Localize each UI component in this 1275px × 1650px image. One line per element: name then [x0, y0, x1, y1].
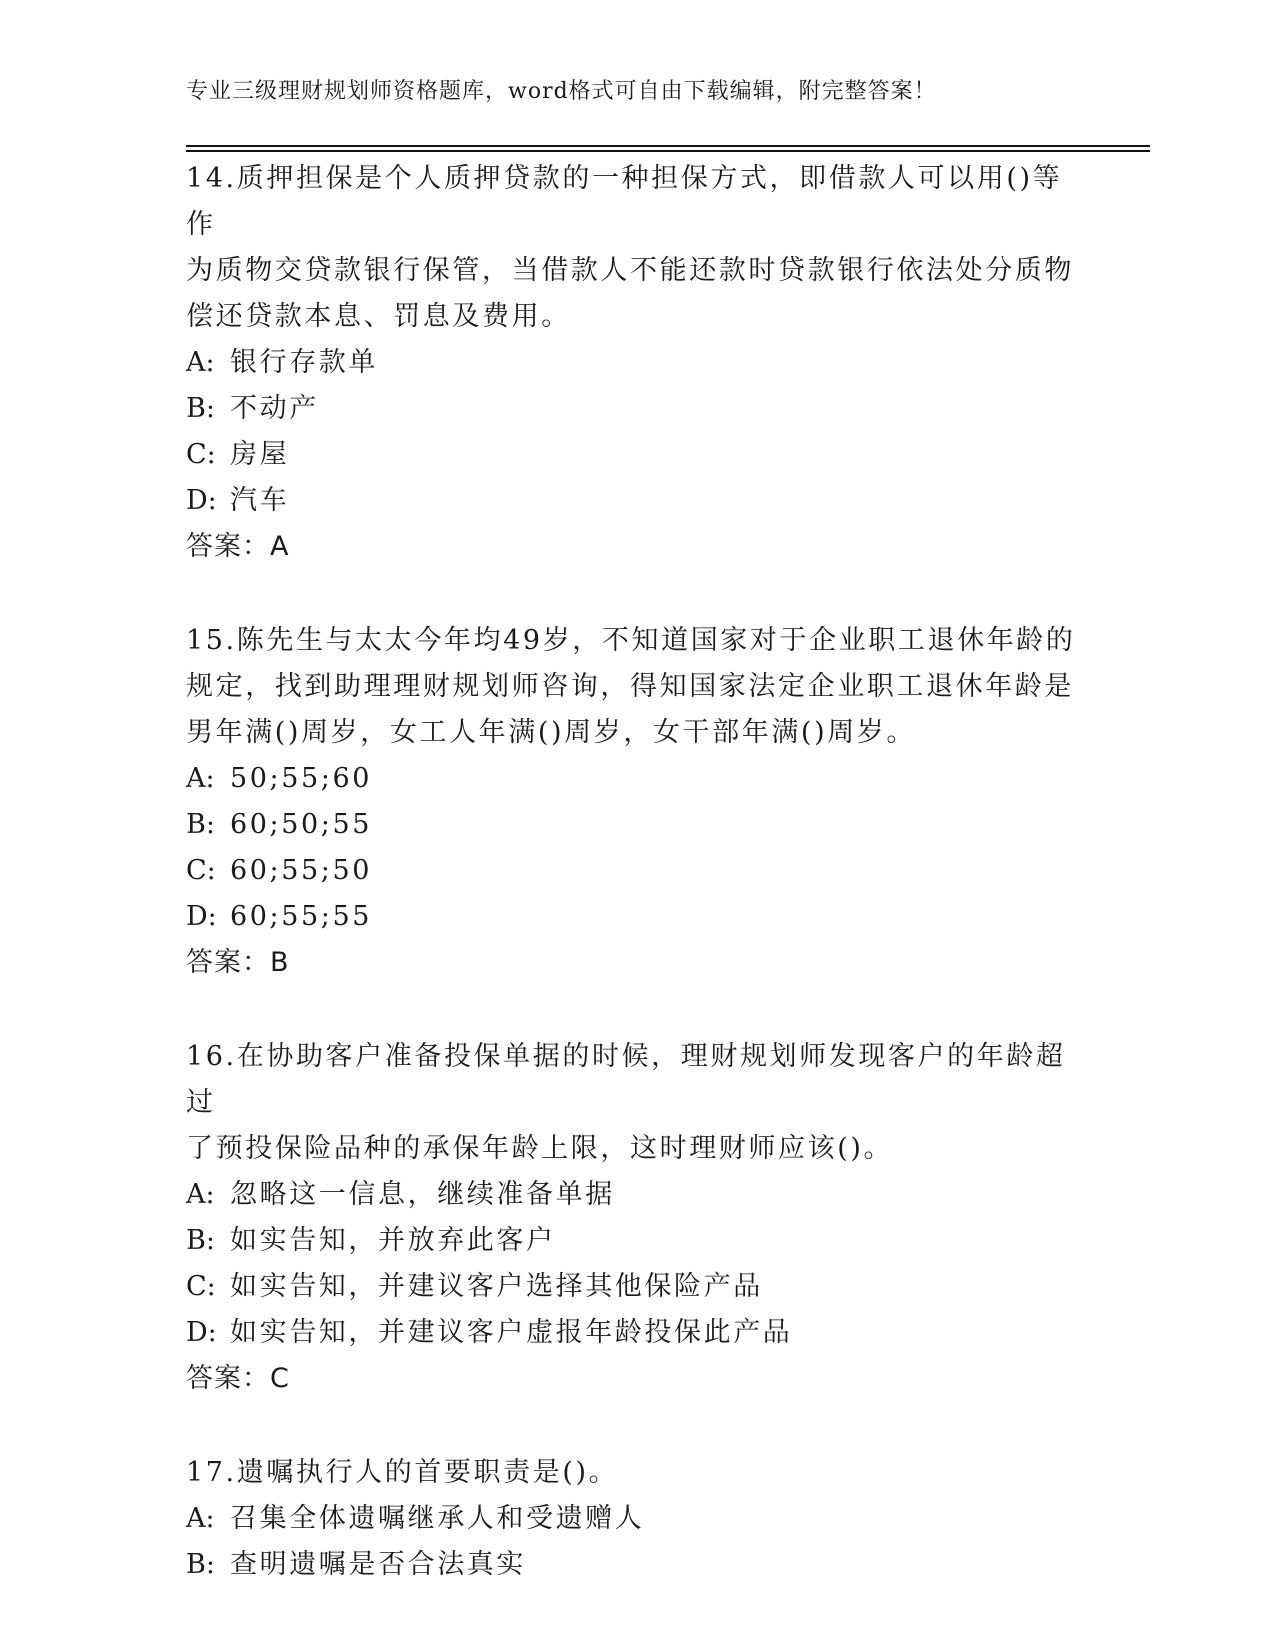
question-line: 15.陈先生与太太今年均49岁，不知道国家对于企业职工退休年龄的 [186, 625, 1076, 656]
option-text: 银行存款单 [230, 347, 378, 378]
option-text: 60;50;55 [230, 809, 373, 840]
option-text: 查明遗嘱是否合法真实 [230, 1549, 526, 1580]
option-key: C: [186, 855, 216, 886]
option-b [186, 386, 1086, 432]
question-line: 16.在协助客户准备投保单据的时候，理财规划师发现客户的年龄超过 [186, 1041, 1066, 1118]
question-line: 14.质押担保是个人质押贷款的一种担保方式，即借款人可以用()等作 [186, 163, 1063, 240]
answer-line: 答案：B [186, 947, 290, 978]
question-block [186, 156, 1086, 570]
question-line: 了预投保险品种的承保年龄上限，这时理财师应该()。 [186, 1133, 894, 1164]
option-key: B: [186, 1549, 215, 1580]
answer-line: 答案：A [186, 531, 290, 562]
question-block [186, 1034, 1086, 1402]
option-text: 房屋 [230, 439, 290, 470]
option-a [186, 1496, 1086, 1542]
option-key: B: [186, 1225, 215, 1256]
option-text: 60;55;50 [230, 855, 373, 886]
option-key: C: [186, 439, 216, 470]
option-b [186, 802, 1086, 848]
option-key: B: [186, 809, 215, 840]
option-a [186, 1172, 1086, 1218]
option-key: D: [186, 901, 217, 932]
option-key: D: [186, 1317, 217, 1348]
header-rule-bottom [186, 150, 1150, 152]
question-block [186, 618, 1086, 986]
option-text: 如实告知，并建议客户虚报年龄投保此产品 [230, 1317, 793, 1348]
option-key: A: [186, 347, 215, 378]
option-a [186, 756, 1086, 802]
option-key: D: [186, 485, 217, 516]
option-key: B: [186, 393, 215, 424]
option-c [186, 432, 1086, 478]
option-text: 如实告知，并放弃此客户 [230, 1225, 556, 1256]
option-key: C: [186, 1271, 216, 1302]
option-text: 50;55;60 [230, 763, 373, 794]
option-text: 60;55;55 [230, 901, 373, 932]
option-key: A: [186, 763, 215, 794]
page-header: 专业三级理财规划师资格题库，word格式可自由下载编辑，附完整答案！ [186, 79, 937, 104]
question-line: 17.遗嘱执行人的首要职责是()。 [186, 1457, 619, 1488]
option-b [186, 1542, 1086, 1588]
option-text: 汽车 [230, 485, 290, 516]
question-block [186, 1450, 1086, 1588]
option-key: A: [186, 1179, 215, 1210]
option-key: A: [186, 1503, 215, 1534]
option-c [186, 848, 1086, 894]
option-d [186, 894, 1086, 940]
question-line: 规定，找到助理理财规划师咨询，得知国家法定企业职工退休年龄是 [186, 671, 1074, 702]
option-text: 召集全体遗嘱继承人和受遗赠人 [230, 1503, 645, 1534]
option-text: 忽略这一信息，继续准备单据 [230, 1179, 615, 1210]
question-line: 男年满()周岁，女工人年满()周岁，女干部年满()周岁。 [186, 717, 917, 748]
option-c [186, 1264, 1086, 1310]
question-line: 为质物交贷款银行保管，当借款人不能还款时贷款银行依法处分质物 [186, 255, 1074, 286]
option-text: 如实告知，并建议客户选择其他保险产品 [230, 1271, 763, 1302]
question-list [186, 156, 1086, 1636]
option-a [186, 340, 1086, 386]
option-b [186, 1218, 1086, 1264]
answer-line: 答案：C [186, 1363, 290, 1394]
option-d [186, 478, 1086, 524]
option-d [186, 1310, 1086, 1356]
header-rule-top [186, 145, 1150, 147]
question-line: 偿还贷款本息、罚息及费用。 [186, 301, 571, 332]
option-text: 不动产 [230, 393, 319, 424]
